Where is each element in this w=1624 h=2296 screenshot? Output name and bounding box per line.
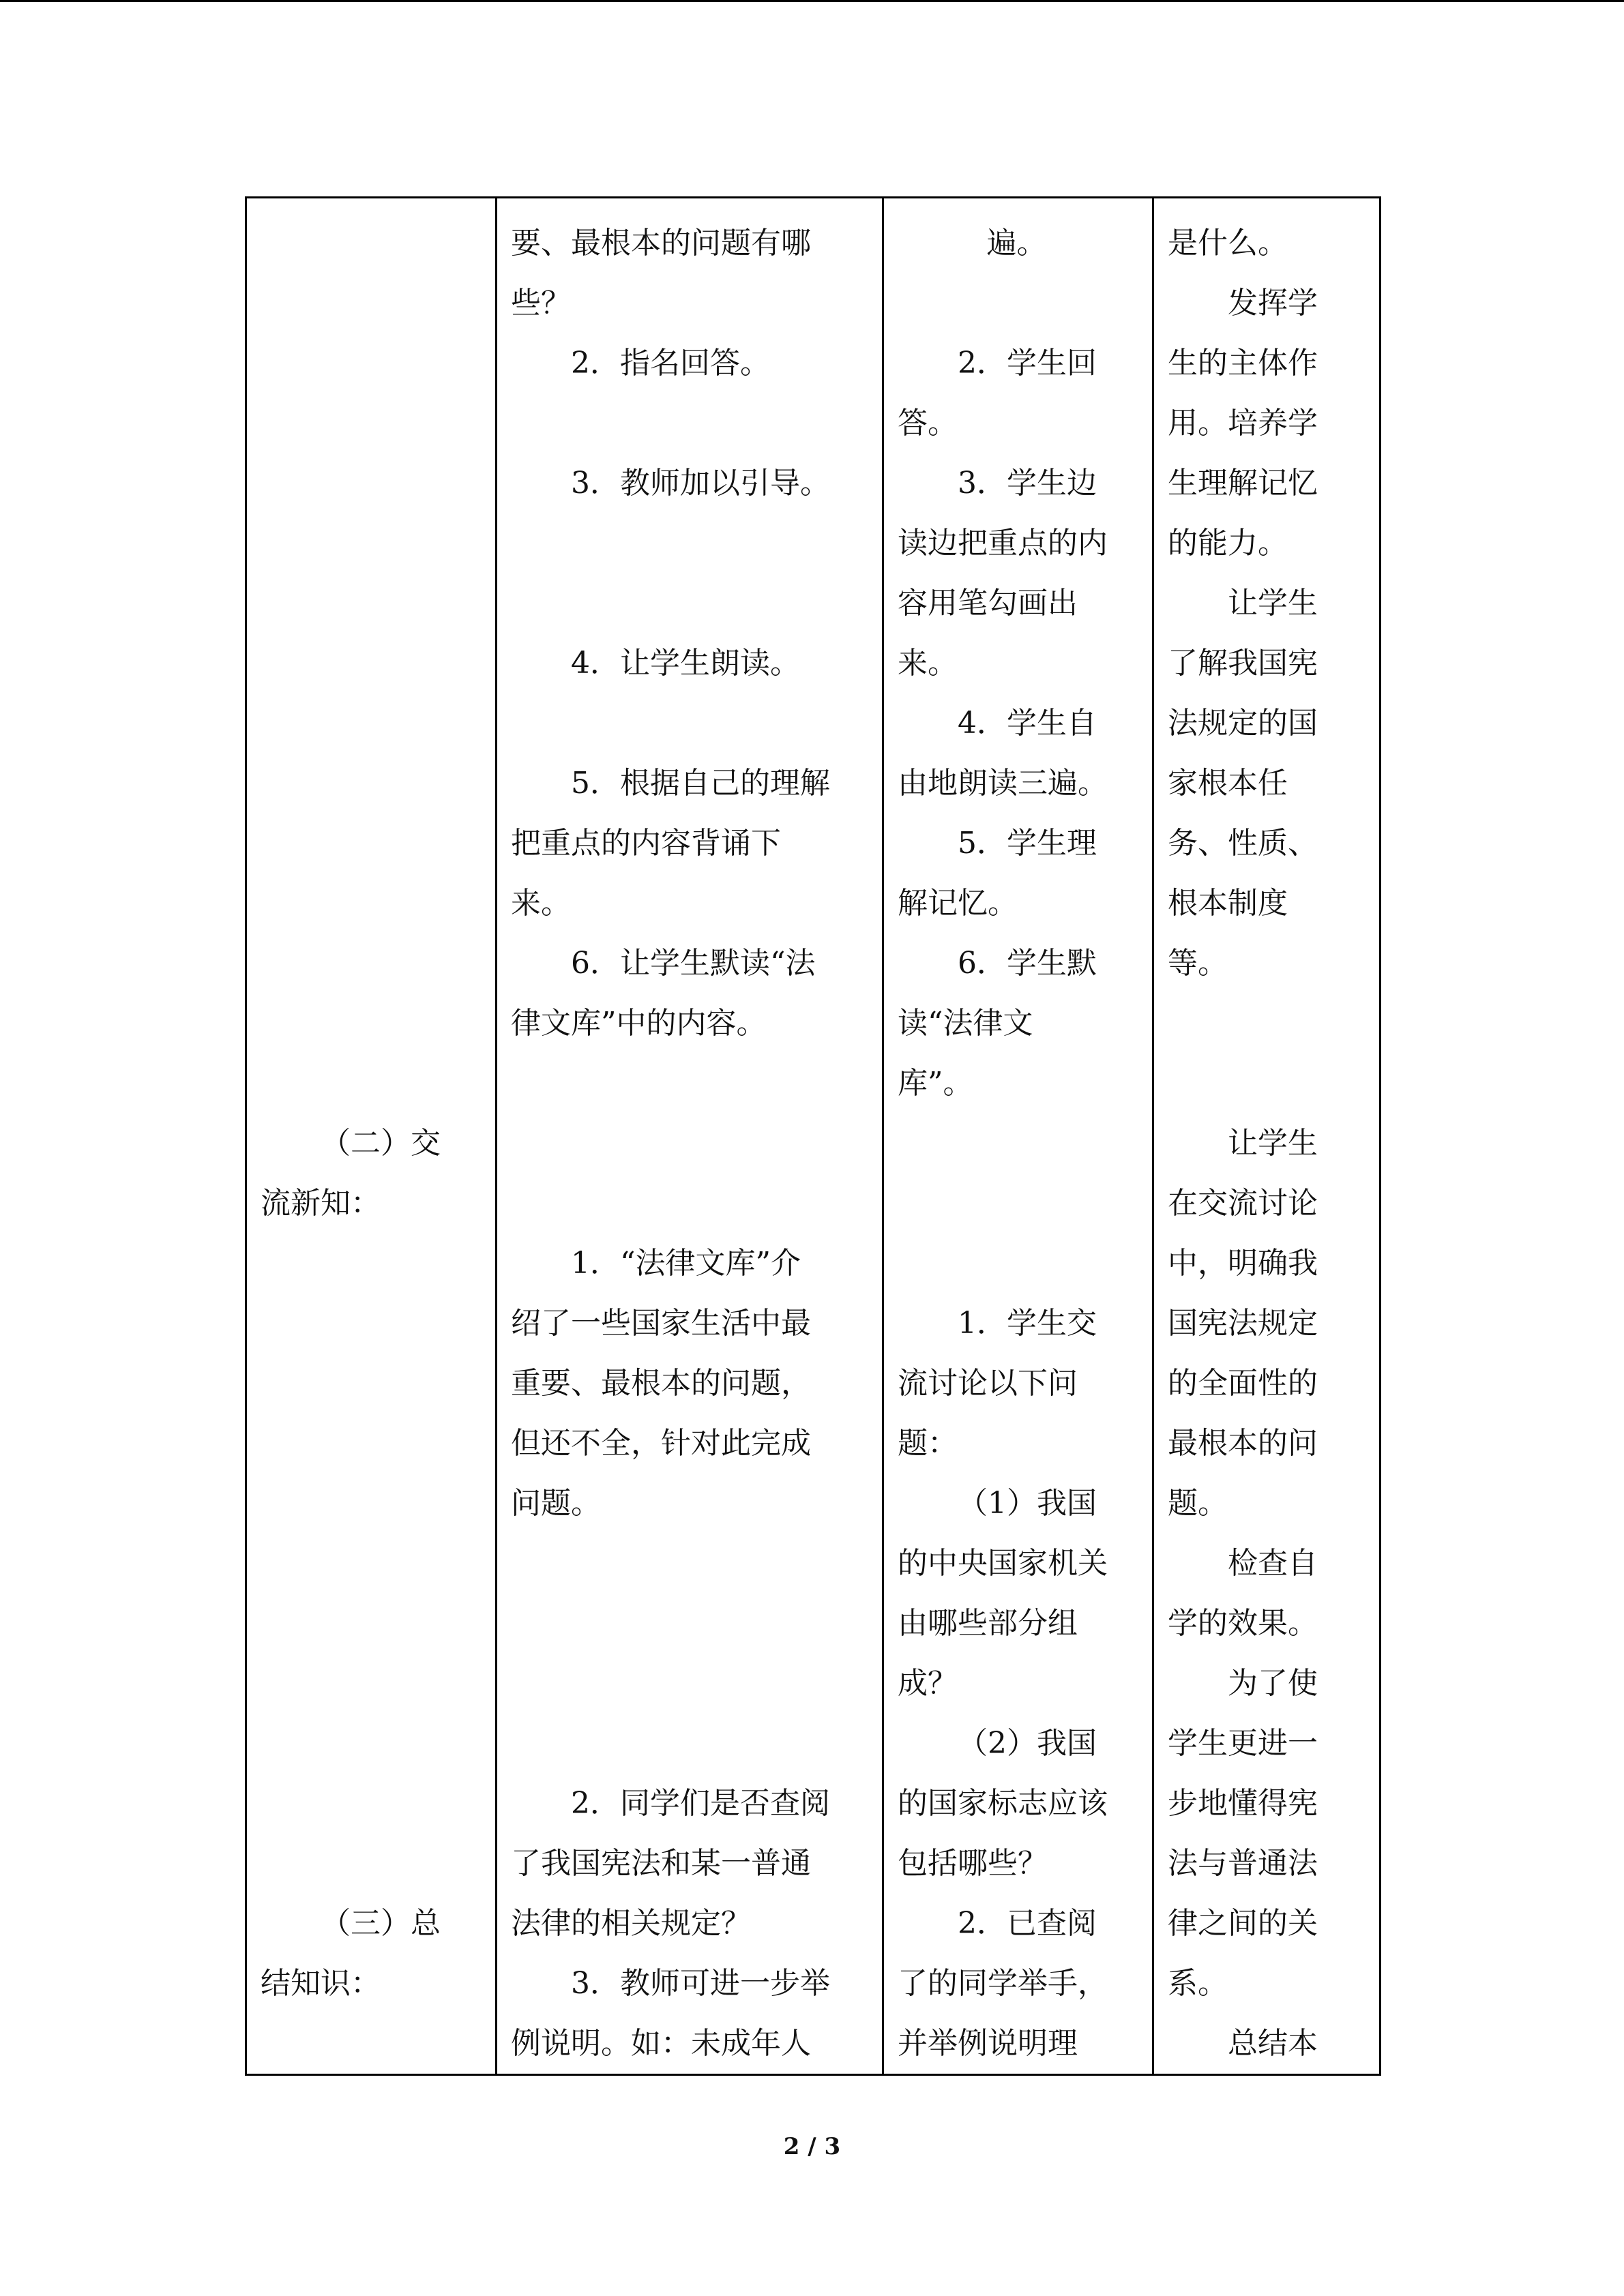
table-line: 把重点的内容背诵下 (511, 826, 781, 861)
table-line: 些？ (511, 286, 571, 320)
table-line: 务、性质、 (1168, 826, 1318, 861)
table-line (261, 513, 482, 573)
table-line: 绍了一些国家生活中最 (511, 1306, 811, 1341)
table-line: 流新知： (261, 1186, 381, 1221)
table-line (261, 633, 482, 694)
table-line (261, 694, 482, 754)
table-line: 是什么。 (1168, 226, 1288, 260)
table-line (511, 1114, 866, 1174)
table-line (261, 994, 482, 1054)
table-line (261, 1294, 482, 1354)
table-line: 2．学生回 (958, 346, 1097, 381)
table-line (261, 934, 482, 994)
table-line: 律文库”中的内容。 (511, 1006, 767, 1041)
table-line: 3．教师加以引导。 (571, 466, 830, 501)
table-line: 并举例说明理 (898, 2026, 1078, 2061)
table-line (261, 393, 482, 453)
table-line (261, 453, 482, 513)
table-line: 但还不全，针对此完成 (511, 1426, 811, 1461)
table-line: 成？ (898, 1666, 958, 1701)
table-line: 系。 (1168, 1966, 1228, 2001)
table-line: 容用笔勾画出 (898, 586, 1078, 621)
table-line: 家根本任 (1168, 766, 1288, 801)
lesson-plan-table (245, 196, 1381, 2076)
table-line: 了解我国宪 (1168, 646, 1318, 681)
table-line (261, 1714, 482, 1774)
table-line: 6．学生默 (958, 946, 1097, 981)
table-line (261, 2014, 482, 2074)
table-line: 问题。 (511, 1486, 601, 1521)
table-line: 来。 (898, 646, 958, 681)
table-row (246, 198, 1381, 2075)
table-line (1168, 1054, 1365, 1114)
table-line: 包括哪些？ (898, 1846, 1048, 1881)
table-line: 法规定的国 (1168, 706, 1318, 741)
table-line: 用。培养学 (1168, 406, 1318, 441)
table-line: 的全面性的 (1168, 1366, 1318, 1401)
table-line: 4．让学生朗读。 (571, 646, 800, 681)
table-line: 的国家标志应该 (898, 1786, 1108, 1821)
table-line: 2．指名回答。 (571, 346, 770, 381)
table-line (511, 1594, 866, 1654)
table-line: 的能力。 (1168, 526, 1288, 561)
table-line (511, 393, 866, 453)
top-border-line (0, 0, 1624, 2)
design-intent-column (1153, 198, 1381, 2075)
table-line: 读边把重点的内 (898, 526, 1108, 561)
table-line (261, 333, 482, 393)
table-line (898, 1234, 1136, 1294)
table-line (511, 573, 866, 633)
table-line: 律之间的关 (1168, 1906, 1318, 1941)
table-line: 2．同学们是否查阅 (571, 1786, 830, 1821)
table-line: 由地朗读三遍。 (898, 766, 1108, 801)
table-line (261, 874, 482, 934)
table-line: （2）我国 (958, 1726, 1097, 1761)
table-line: 库”。 (898, 1066, 973, 1101)
table-line: 让学生 (1228, 586, 1318, 621)
table-line (511, 1054, 866, 1114)
table-line (261, 1234, 482, 1294)
table-line: 在交流讨论 (1168, 1186, 1318, 1221)
table-line: 答。 (898, 406, 958, 441)
table-line (261, 213, 482, 273)
table-line: （二）交 (321, 1126, 441, 1161)
table-line: 流讨论以下问 (898, 1366, 1078, 1401)
table-line: 5．根据自己的理解 (571, 766, 830, 801)
table-line: 总结本 (1228, 2026, 1318, 2061)
table-line: 学的效果。 (1168, 1606, 1318, 1641)
table-line: 题： (898, 1426, 958, 1461)
table-line (511, 1714, 866, 1774)
table-line: 根本制度 (1168, 886, 1288, 921)
table-line (261, 1834, 482, 1894)
table-line: 国宪法规定 (1168, 1306, 1318, 1341)
table-line: 读“法律文 (898, 1006, 1033, 1041)
table-line: 2．已查阅 (958, 1906, 1097, 1941)
table-line (261, 1054, 482, 1114)
table-line (261, 1354, 482, 1414)
table-line: 重要、最根本的问题， (511, 1366, 811, 1401)
table-line: 解记忆。 (898, 886, 1018, 921)
table-line: 由哪些部分组 (898, 1606, 1078, 1641)
table-line: 4．学生自 (958, 706, 1097, 741)
table-line: 最根本的问 (1168, 1426, 1318, 1461)
table-line (261, 814, 482, 874)
table-line (261, 1414, 482, 1474)
table-line: 题。 (1168, 1486, 1228, 1521)
table-line (261, 1774, 482, 1834)
table-line: 法与普通法 (1168, 1846, 1318, 1881)
table-line (511, 1174, 866, 1234)
table-line: 要、最根本的问题有哪 (511, 226, 811, 260)
table-line: 中，明确我 (1168, 1246, 1318, 1281)
table-line: 遍。 (986, 226, 1047, 260)
table-line: 学生更进一 (1168, 1726, 1318, 1761)
student-activity-column (883, 198, 1153, 2075)
table-line (898, 1114, 1136, 1174)
table-line (261, 273, 482, 333)
table-line (261, 573, 482, 633)
table-line: 1．学生交 (958, 1306, 1097, 1341)
table-line: （1）我国 (958, 1486, 1097, 1521)
table-line (261, 1474, 482, 1534)
table-line: 例说明。如：未成年人 (511, 2026, 811, 2061)
table-line (511, 694, 866, 754)
table-line (261, 754, 482, 814)
page-number: 2 / 3 (783, 2133, 841, 2160)
table-line: 3．学生边 (958, 466, 1097, 501)
table-line (898, 273, 1136, 333)
table-line: 3．教师可进一步举 (571, 1966, 830, 2001)
table-line: 步地懂得宪 (1168, 1786, 1318, 1821)
table-line (261, 1654, 482, 1714)
table-line (511, 1654, 866, 1714)
table-line: 为了使 (1228, 1666, 1318, 1701)
table-line: 让学生 (1228, 1126, 1318, 1161)
table-line (511, 1534, 866, 1594)
table-line (261, 1594, 482, 1654)
teacher-activity-column (497, 198, 883, 2075)
table-line: 了的同学举手， (898, 1966, 1108, 2001)
table-line: 检查自 (1228, 1546, 1318, 1581)
table-line: 的中央国家机关 (898, 1546, 1108, 1581)
table-line: （三）总 (321, 1906, 441, 1941)
table-line (261, 1534, 482, 1594)
table-line: 6．让学生默读“法 (571, 946, 816, 981)
table-line: 5．学生理 (958, 826, 1097, 861)
table-line: 法律的相关规定？ (511, 1906, 751, 1941)
table-line: 了我国宪法和某一普通 (511, 1846, 811, 1881)
table-line: 发挥学 (1228, 286, 1318, 320)
table-line: 结知识： (261, 1966, 381, 2001)
table-line: 生的主体作 (1168, 346, 1318, 381)
table-line (1168, 994, 1365, 1054)
table-line (898, 1174, 1136, 1234)
table-line: 等。 (1168, 946, 1228, 981)
teaching-stage-column (246, 198, 497, 2075)
table-line: 来。 (511, 886, 571, 921)
table-line: 生理解记忆 (1168, 466, 1318, 501)
table-line: 1．“法律文库”介 (571, 1246, 801, 1281)
table-line (511, 513, 866, 573)
